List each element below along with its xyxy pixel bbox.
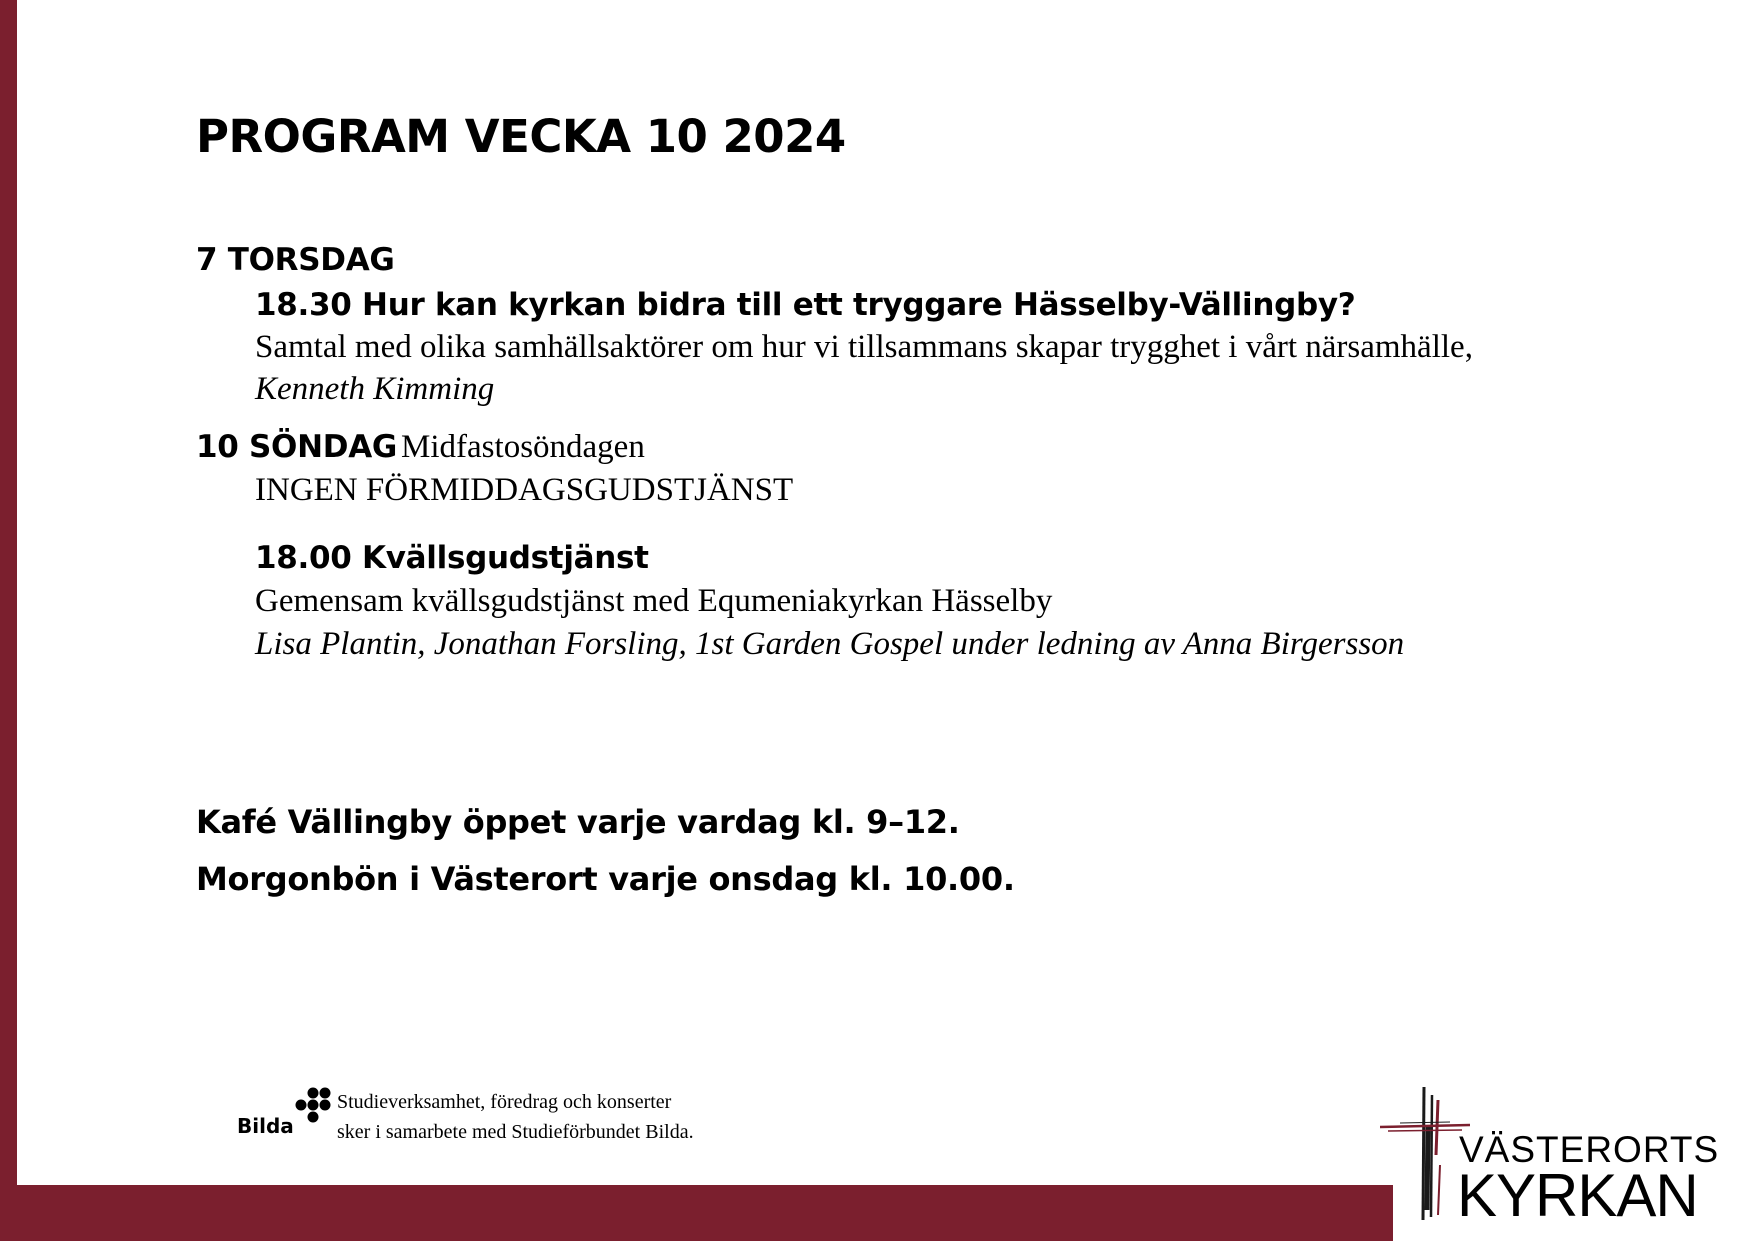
event-people-sunday: Lisa Plantin, Jonathan Forsling, 1st Garden Gospel under ledning av Anna Birgersson [255,626,1405,662]
day-name-sunday: Midfastosöndagen [401,429,645,465]
day-heading-sunday-row [196,429,645,466]
event-people-thursday: Kenneth Kimming [255,371,495,407]
event-description-sunday: Gemensam kvällsgudstjänst med Equmeniakyrkan Hässelby [255,583,1053,619]
bilda-note-line-2: sker i samarbete med Studieförbundet Bilda. [337,1121,694,1143]
event-title-sunday: 18.00 Kvällsgudstjänst [255,540,649,576]
event-description-thursday: Samtal med olika samhällsaktörer om hur vi tillsammans skapar trygghet i vårt närsamhälle, [255,329,1473,365]
day-heading-thursday: 7 TORSDAG [196,242,395,278]
left-brand-bar [0,0,17,1241]
bilda-note-line-1: Studieverksamhet, föredrag och konserter [337,1091,672,1113]
info-cafe: Kafé Vällingby öppet varje vardag kl. 9–12. [196,803,960,841]
sunday-notice: INGEN FÖRMIDDAGSGUDSTJÄNST [255,472,794,508]
bottom-brand-bar [0,1185,1393,1241]
bilda-logo-icon [287,1086,333,1126]
logo-line-2: KYRKAN [1457,1162,1698,1229]
logo-line-1: VÄSTERORTS [1459,1129,1720,1170]
bilda-logo-text: Bilda [237,1114,294,1138]
day-heading-sunday: 10 SÖNDAG [196,429,398,465]
event-title-thursday: 18.30 Hur kan kyrkan bidra till ett tryggare Hässelby-Vällingby? [255,287,1356,323]
bilda-note [337,1087,694,1147]
info-morning-prayer: Morgonbön i Västerort varje onsdag kl. 10.00. [196,860,1015,898]
page-title: PROGRAM VECKA 10 2024 [196,110,846,163]
vasterorts-kyrkan-logo [1380,1085,1720,1229]
